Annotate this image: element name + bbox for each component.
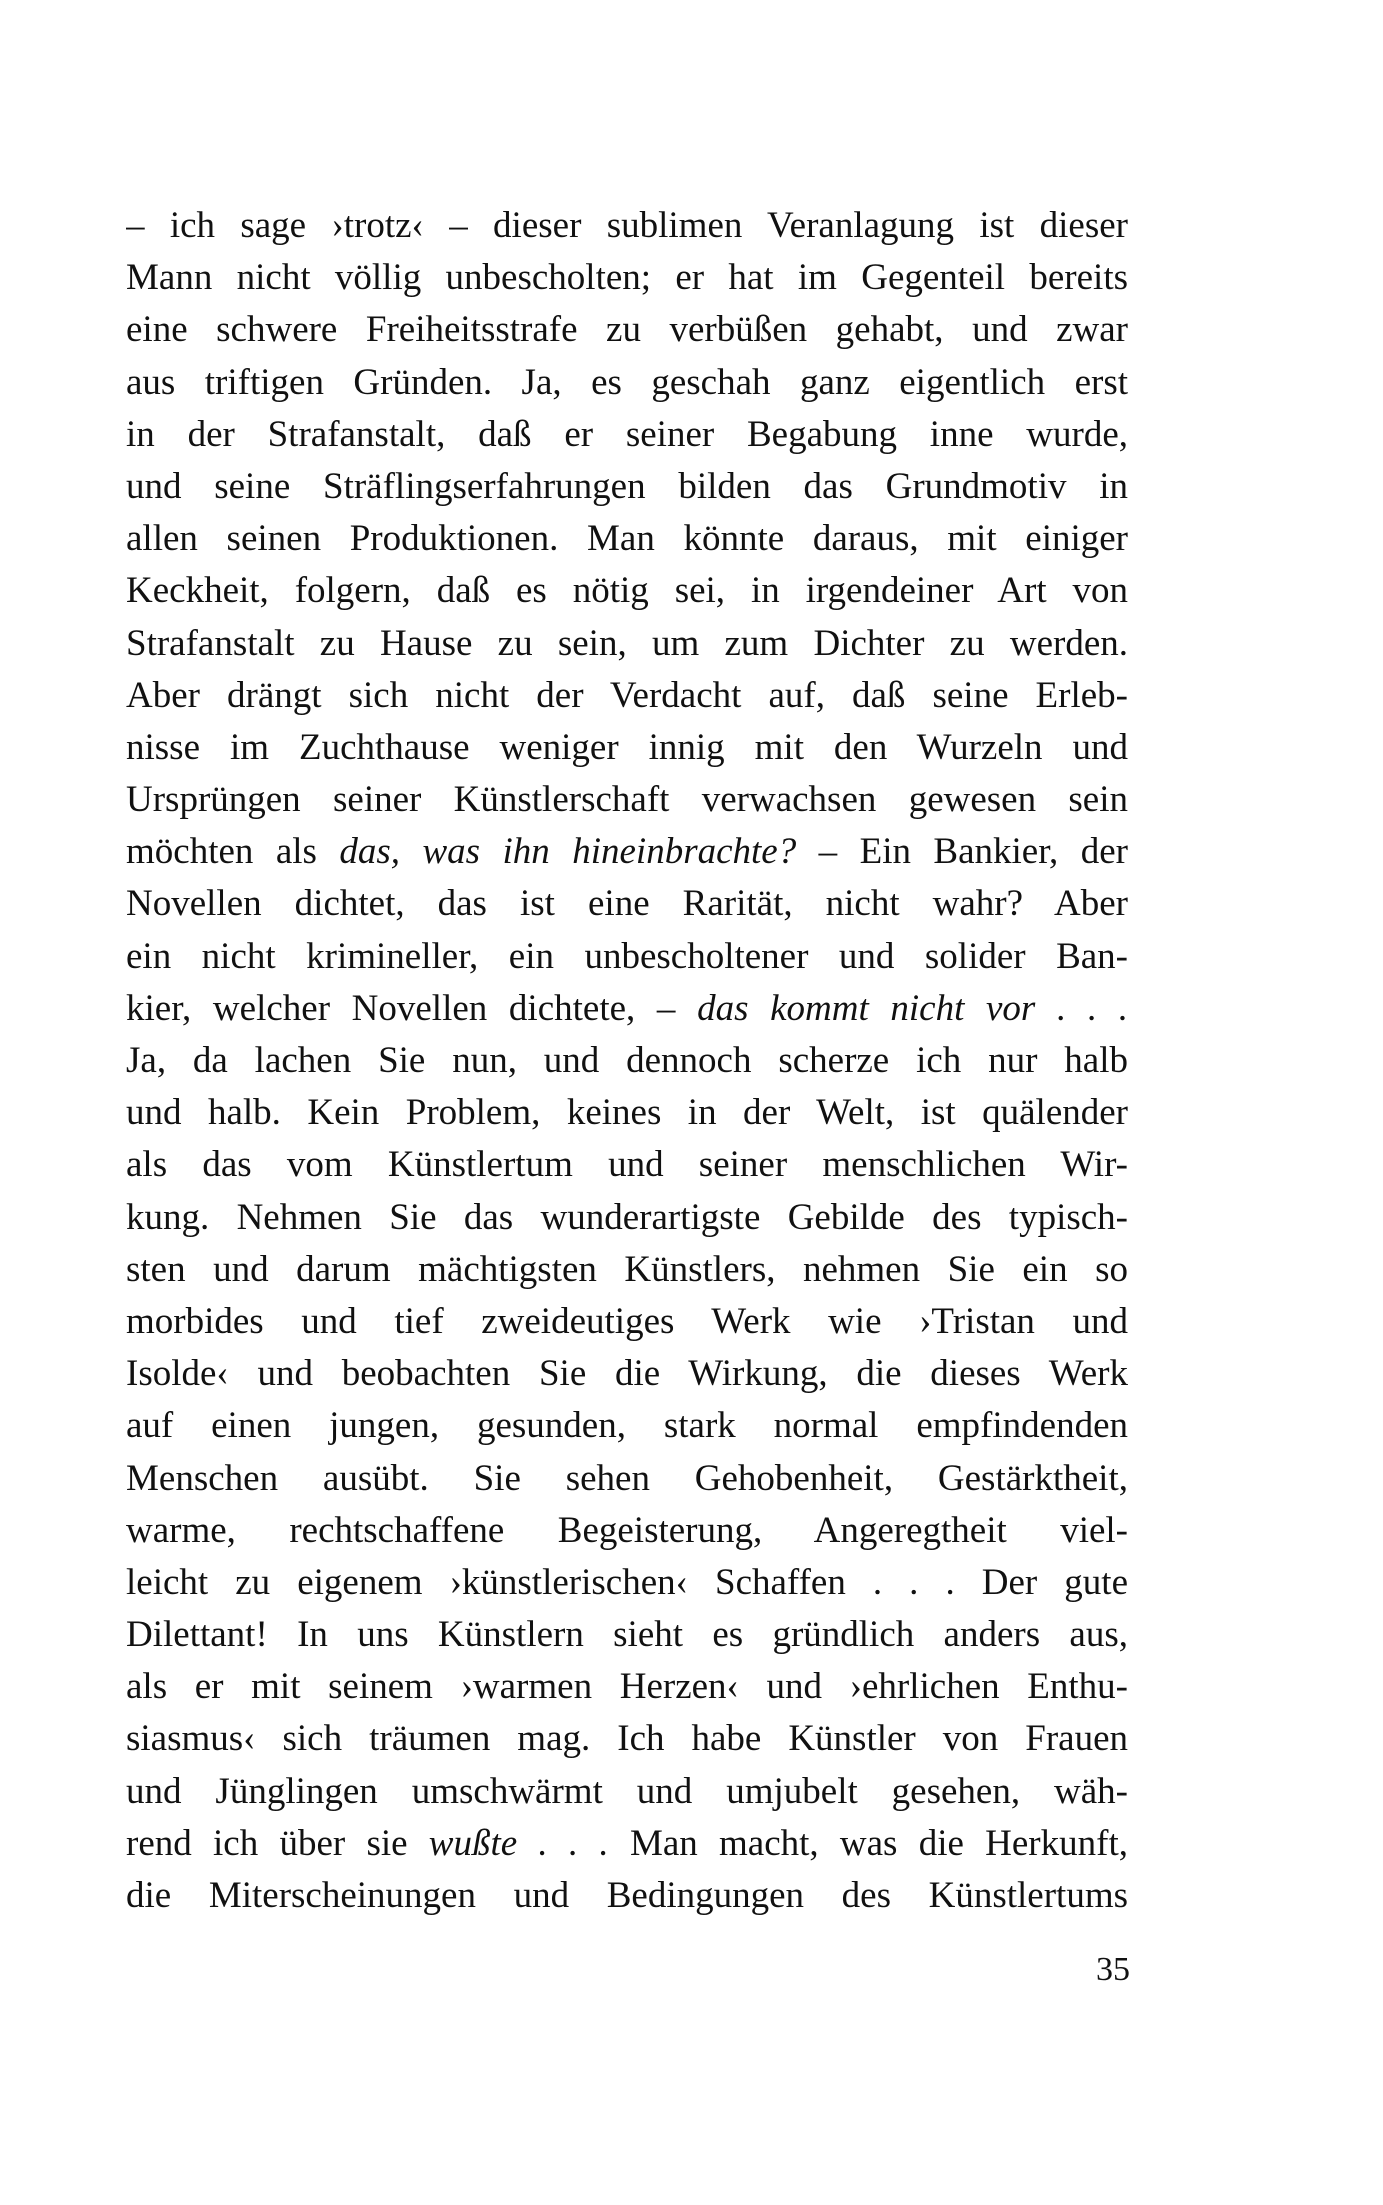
text-line: Ursprüngen seiner Künstlerschaft verwachsen gewesen sein (126, 779, 1128, 821)
text-line: allen seinen Produktionen. Man könnte daraus, mit einiger (126, 518, 1128, 560)
text-line: Mann nicht völlig unbescholten; er hat im Gegenteil bereits (126, 257, 1128, 299)
text-line: sten und darum mächtigsten Künstlers, nehmen Sie ein so (126, 1248, 1128, 1290)
text-line: – ich sage ›trotz‹ – dieser sublimen Veranlagung ist dieser (126, 205, 1128, 246)
italic-text-segment: das, was ihn hineinbrachte? (339, 831, 797, 873)
text-line: Novellen dichtet, das ist eine Rarität, nicht wahr? Aber (126, 883, 1128, 925)
text-segment: möchten als (126, 831, 340, 873)
text-line: als das vom Künstlertum und seiner menschlichen Wir- (126, 1144, 1128, 1186)
text-line: auf einen jungen, gesunden, stark normal empfindenden (126, 1405, 1128, 1447)
text-line: Keckheit, folgern, daß es nötig sei, in irgendeiner Art von (126, 570, 1128, 612)
text-segment: Man macht, was die Herkunft, (608, 1822, 1128, 1864)
italic-text-segment: das kommt nicht vor . . . (697, 987, 1128, 1029)
text-line: in der Strafanstalt, daß er seiner Begabung inne wurde, (126, 413, 1128, 455)
text-line: Dilettant! In uns Künstlern sieht es gründlich anders aus, (126, 1614, 1128, 1656)
text-line: leicht zu eigenem ›künstlerischen‹ Schaffen . . . Der gute (126, 1561, 1128, 1603)
text-line: eine schwere Freiheitsstrafe zu verbüßen gehabt, und zwar (126, 309, 1128, 351)
text-line: Strafanstalt zu Hause zu sein, um zum Dichter zu werden. (126, 622, 1128, 664)
text-line: warme, rechtschaffene Begeisterung, Angeregtheit viel- (126, 1509, 1128, 1551)
text-line: und halb. Kein Problem, keines in der Welt, ist quälender (126, 1092, 1128, 1134)
text-line: Aber drängt sich nicht der Verdacht auf, daß seine Erleb- (126, 674, 1128, 716)
text-line: als er mit seinem ›warmen Herzen‹ und ›ehrlichen Enthu- (126, 1666, 1128, 1708)
text-line: nisse im Zuchthause weniger innig mit den Wurzeln und (126, 726, 1128, 768)
text-line: und seine Sträflingserfahrungen bilden das Grundmotiv in (126, 465, 1128, 507)
text-line: morbides und tief zweideutiges Werk wie ›Tristan und (126, 1300, 1128, 1342)
body-text (126, 200, 1128, 1922)
text-line (126, 1818, 1128, 1870)
text-segment: kier, welcher Novellen dichtete, – (126, 987, 698, 1029)
page-number: 35 (1096, 1951, 1130, 1988)
text-segment: rend ich über sie (126, 1822, 429, 1864)
text-line: und Jünglingen umschwärmt und umjubelt gesehen, wäh- (126, 1770, 1128, 1812)
text-line: die Miterscheinungen und Bedingungen des Künstlertums (126, 1875, 1128, 1916)
text-line: Menschen ausübt. Sie sehen Gehobenheit, Gestärktheit, (126, 1457, 1128, 1499)
text-line: kung. Nehmen Sie das wunderartigste Gebilde des typisch- (126, 1196, 1128, 1238)
text-line (126, 983, 1128, 1035)
text-line: Isolde‹ und beobachten Sie die Wirkung, die dieses Werk (126, 1353, 1128, 1395)
text-line: ein nicht krimineller, ein unbescholtener und solider Ban- (126, 935, 1128, 977)
text-line (126, 826, 1128, 878)
text-line: siasmus‹ sich träumen mag. Ich habe Künstler von Frauen (126, 1718, 1128, 1760)
text-line: Ja, da lachen Sie nun, und dennoch scherze ich nur halb (126, 1040, 1128, 1081)
italic-text-segment: wußte . . . (428, 1822, 609, 1864)
text-segment: – Ein Bankier, der (796, 831, 1128, 873)
text-line: aus triftigen Gründen. Ja, es geschah ganz eigentlich erst (126, 361, 1128, 403)
